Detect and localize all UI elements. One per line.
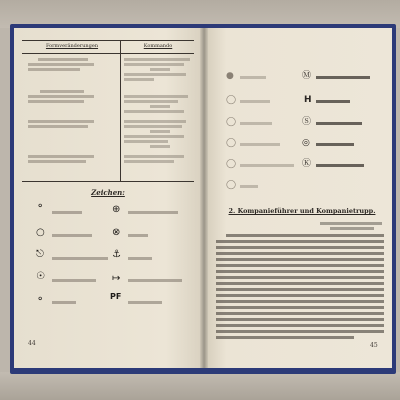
table-line xyxy=(150,68,170,71)
ring-dot-icon: ☉ xyxy=(36,271,45,282)
circle-icon: ◯ xyxy=(226,180,237,190)
text-line xyxy=(216,336,354,339)
legend-label xyxy=(128,301,162,304)
double-circle-icon: ◎ xyxy=(302,138,310,148)
table-line xyxy=(28,68,80,71)
legend-label xyxy=(240,100,270,103)
table-line xyxy=(150,105,170,108)
table-line xyxy=(28,95,94,98)
table-line xyxy=(124,78,154,81)
h-icon: H xyxy=(304,95,312,105)
legend-label xyxy=(316,164,364,167)
legend-label xyxy=(52,279,96,282)
table-line xyxy=(150,130,170,133)
legend-label xyxy=(316,76,370,79)
book-gutter xyxy=(200,28,208,368)
text-line xyxy=(216,252,384,255)
legend-label xyxy=(316,122,362,125)
circle-t-icon: ⎋ xyxy=(36,249,44,260)
text-line xyxy=(216,318,384,321)
table-line xyxy=(28,100,84,103)
background-bottom xyxy=(0,372,400,400)
legend-label xyxy=(316,143,354,146)
table-line xyxy=(124,110,184,113)
table-line xyxy=(124,155,184,158)
legend-label xyxy=(240,185,258,188)
text-line xyxy=(216,258,384,261)
table-header-command: Kommando xyxy=(143,43,173,49)
text-line xyxy=(216,294,384,297)
circle-icon: ● xyxy=(226,71,234,81)
crossed-anchor-icon: ⚓ xyxy=(112,249,121,260)
circle-k-icon: Ⓚ xyxy=(302,159,312,169)
text-line xyxy=(330,227,374,230)
table-line xyxy=(124,73,186,76)
right-page-number: 45 xyxy=(370,342,378,349)
text-line xyxy=(226,234,384,237)
table-line xyxy=(124,125,182,128)
ring-small-icon: ⚬ xyxy=(36,294,45,305)
table-line xyxy=(124,95,188,98)
zeichen-heading: Zeichen: xyxy=(91,188,125,197)
legend-label xyxy=(52,234,92,237)
text-line xyxy=(216,288,384,291)
bar-arrow-icon: ↦ xyxy=(112,273,121,284)
legend-label xyxy=(240,122,272,125)
legend-label xyxy=(316,100,350,103)
legend-label xyxy=(240,143,280,146)
legend-label xyxy=(128,234,148,237)
legend-label xyxy=(240,164,294,167)
table-line xyxy=(28,120,94,123)
circle-s-icon: Ⓢ xyxy=(302,117,312,127)
text-line xyxy=(216,264,384,267)
table-line xyxy=(124,63,184,66)
legend-label xyxy=(52,211,82,214)
legend-label xyxy=(52,301,76,304)
legend-label xyxy=(240,76,266,79)
text-line xyxy=(216,306,384,309)
table-line xyxy=(28,63,94,66)
text-line xyxy=(216,330,384,333)
circle-x-icon: ⊗ xyxy=(112,227,121,238)
legend-label xyxy=(128,279,182,282)
pf-icon: PF xyxy=(110,292,122,301)
table-column-divider xyxy=(120,41,121,181)
circle-icon: ◯ xyxy=(226,138,237,148)
circle-icon: ◯ xyxy=(226,95,237,105)
text-line xyxy=(216,276,384,279)
text-line xyxy=(216,246,384,249)
table-line xyxy=(40,90,84,93)
text-line xyxy=(216,312,384,315)
circle-icon: ◯ xyxy=(226,117,237,127)
table-line xyxy=(150,145,170,148)
table-line xyxy=(124,100,178,103)
table-line xyxy=(124,135,184,138)
text-line xyxy=(216,240,384,243)
table-line xyxy=(124,140,168,143)
table-line xyxy=(38,58,88,61)
table-line xyxy=(124,160,174,163)
section-heading: 2. Kompanieführer und Kompanietrupp. xyxy=(228,207,376,215)
circle-cross-icon: ⊕ xyxy=(112,204,121,215)
text-line xyxy=(216,324,384,327)
legend-label xyxy=(128,257,152,260)
table-line xyxy=(28,155,94,158)
table-line xyxy=(124,120,186,123)
legend-label xyxy=(52,257,108,260)
text-line xyxy=(216,300,384,303)
table-line xyxy=(124,58,190,61)
table-line xyxy=(28,125,88,128)
legend-label xyxy=(128,211,178,214)
text-line xyxy=(216,270,384,273)
ring-icon: ○ xyxy=(36,227,45,238)
text-line xyxy=(320,222,382,225)
left-page-number: 44 xyxy=(28,340,36,347)
table-header-formation: Formveränderungen xyxy=(45,43,99,49)
table-line xyxy=(28,160,86,163)
circle-w-icon: Ⓜ xyxy=(302,71,312,81)
circle-icon: ◯ xyxy=(226,159,237,169)
text-line xyxy=(216,282,384,285)
cross-circle-icon: ⚬ xyxy=(36,201,45,212)
